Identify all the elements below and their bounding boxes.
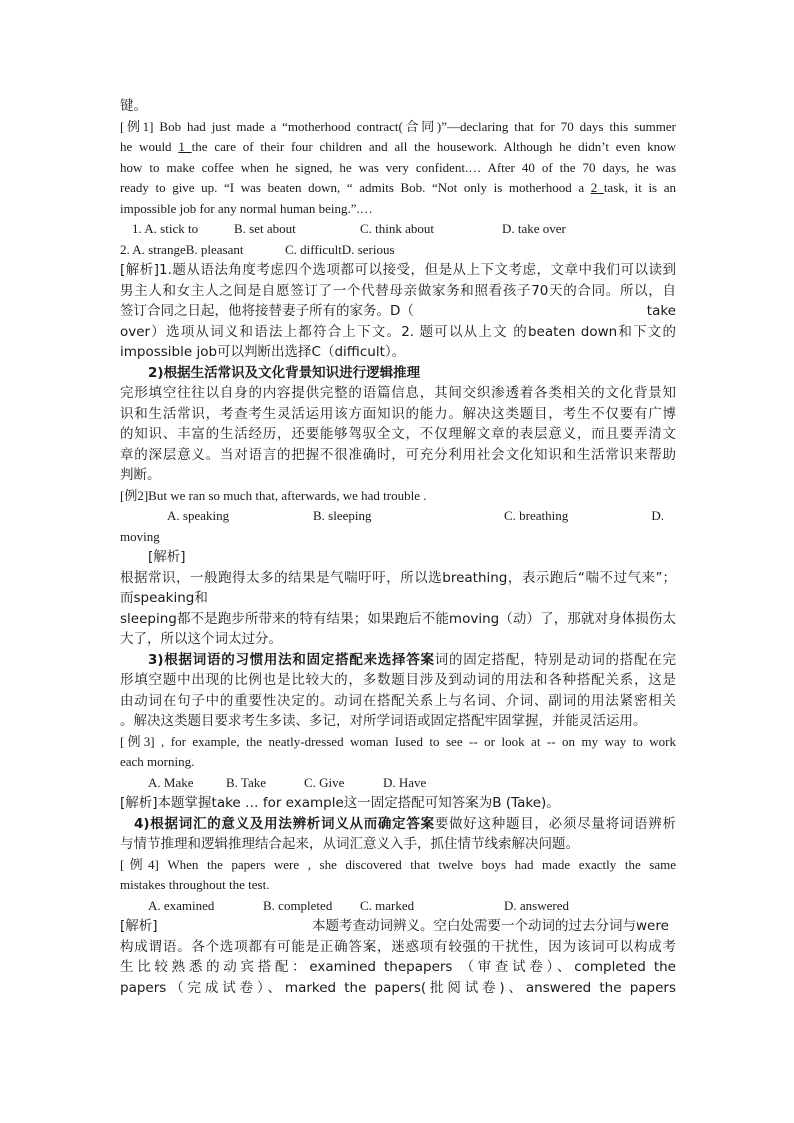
- analysis-line: over）选项从词义和语法上都符合上下文。2. 题可以从上文 的beaten down和下文的: [120, 323, 676, 340]
- option: 2. A. strangeB. pleasant: [120, 241, 244, 257]
- options-ex3: [120, 773, 676, 794]
- option: B. sleeping: [313, 508, 372, 523]
- example-3-line: [例3] , for example, the neatly-dressed woman Iused to see -- or look at -- on my way to work: [120, 733, 676, 749]
- analysis-line: impossible job可以判断出选择C（difficult）。: [120, 344, 406, 360]
- option: D. Have: [383, 774, 427, 790]
- analysis-line: 签订合同之日起，他将接替妻子所有的家务。D（ take: [120, 303, 676, 319]
- body-line: 与情节推理和逻辑推理结合起来，从词汇意义入手，抓住情节线索解决问题。: [120, 836, 579, 852]
- body-line: 由动词在句子中的重要性决定的。动词在搭配关系上与名词、介词、副词的用法紧密相关: [120, 692, 676, 709]
- example-1-line: [例1] Bob had just made a “motherhood contract(合同)”—declaring that for 70 days this summer: [120, 118, 676, 134]
- option: B. completed: [263, 897, 333, 913]
- analysis-line: 大了，所以这个词太过分。: [120, 631, 282, 647]
- text-line: moving: [120, 528, 160, 544]
- option: B. set about: [234, 221, 296, 236]
- analysis-line: [解析]1.题从语法角度考虑四个选项都可以接受，但是从上下文考虑，文章中我们可以读到: [120, 262, 676, 278]
- option: D. answered: [504, 897, 569, 913]
- example-4-line: mistakes throughout the test.: [120, 877, 270, 892]
- options-ex2: [120, 506, 676, 527]
- analysis-line: 生比较熟悉的动宾搭配：examined thepapers （审查试卷）、completed the: [120, 959, 676, 975]
- option: C. difficultD. serious: [285, 241, 395, 257]
- body-line: 。解决这类题目要求考生多读、多记，对所学词语或固定搭配牢固掌握，并能灵活运用。: [120, 713, 647, 729]
- analysis-line: papers（完成试卷）、marked the papers(批阅试卷)、answered the papers: [120, 979, 676, 996]
- example-4-line: [例4] When the papers were , she discovered that twelve boys had made exactly the same: [120, 856, 676, 872]
- body-line: 的知识、丰富的生活经历，还要能够驾驭全文，不仅理解文章的表层意义，而且要弄清文: [120, 426, 676, 442]
- option: D. take over: [502, 221, 566, 236]
- analysis-line: sleeping都不是跑步所带来的特有结果；如果跑后不能moving（动）了，那就对身体损伤太: [120, 610, 676, 627]
- option: C. Give: [304, 774, 345, 790]
- option: D.: [651, 508, 664, 523]
- section-heading: 3)根据词语的习惯用法和固定搭配来选择答案词的固定搭配，特别是动词的搭配在完: [148, 651, 676, 668]
- document-page: [120, 96, 676, 998]
- options-ex4: [120, 896, 676, 917]
- options-q1: [120, 219, 676, 240]
- analysis-line: [解析]本题掌握take … for example这一固定搭配可知答案为B (Take)。: [120, 795, 560, 811]
- analysis-line: 根据常识，一般跑得太多的结果是气喘吁吁，所以选breathing，表示跑后“喘不过气来”；: [120, 569, 676, 586]
- blank-1: 1: [178, 139, 192, 154]
- option: A. Make: [148, 774, 194, 790]
- option: B. Take: [226, 774, 267, 790]
- option: C. marked: [360, 897, 415, 913]
- example-2-line: [例2]But we ran so much that, afterwards, we had trouble .: [120, 487, 427, 503]
- analysis-line: 男主人和女主人之间是自愿签订了一个代替母亲做家务和照看孩子70天的合同。所以，自: [120, 282, 676, 299]
- example-1-line: how to make coffee when he signed, he was very confident.… After 40 of the 70 days, he was: [120, 159, 676, 175]
- text-line: 键。: [120, 98, 147, 114]
- body-line: 判断。: [120, 467, 161, 483]
- example-1-line: impossible job for any normal human being.”.…: [120, 200, 373, 216]
- body-line: 形填空题中出现的比例也是比较大的，多数题目涉及到动词的用法和各种搭配关系，这是: [120, 672, 676, 688]
- analysis-line: 构成谓语。各个选项都有可能是正确答案，迷惑项有较强的干扰性，因为该词可以构成考: [120, 938, 676, 955]
- section-heading: 4)根据词汇的意义及用法辨析词义从而确定答案要做好这种题目，必须尽量将词语辨析: [134, 815, 676, 832]
- option: C. think about: [360, 221, 435, 236]
- example-1-line: ready to give up. “I was beaten down, “ admits Bob. “Not only is motherhood a 2 task, it is an: [120, 180, 676, 195]
- body-line: 章的深层意义。当对语言的把握不很准确时，可充分利用社会文化知识和生活常识来帮助: [120, 446, 676, 463]
- body-line: 完形填空往往以自身的内容提供完整的语篇信息，其间交织渗透着各类相关的文化背景知: [120, 385, 676, 401]
- body-line: 识和生活常识，考查考生灵活运用该方面知识的能力。解决这类题目，考生不仅要有广博: [120, 405, 676, 422]
- analysis-line: [解析] 本题考查动词辨义。空白处需要一个动词的过去分词与were: [120, 918, 669, 934]
- analysis-label: [解析]: [148, 549, 186, 565]
- option: 1. A. stick to: [132, 221, 199, 236]
- example-1-line: he would 1 the care of their four children and all the housework. Although he didn’t even know: [120, 139, 676, 154]
- option: A. examined: [148, 897, 215, 913]
- section-heading: 2)根据生活常识及文化背景知识进行逻辑推理: [148, 364, 421, 381]
- blank-2: 2: [590, 180, 604, 195]
- options-q2: [120, 240, 676, 261]
- example-3-line: each morning.: [120, 754, 195, 769]
- option: C. breathing: [504, 508, 569, 523]
- option: A. speaking: [167, 508, 230, 523]
- analysis-line: 而speaking和: [120, 590, 208, 606]
